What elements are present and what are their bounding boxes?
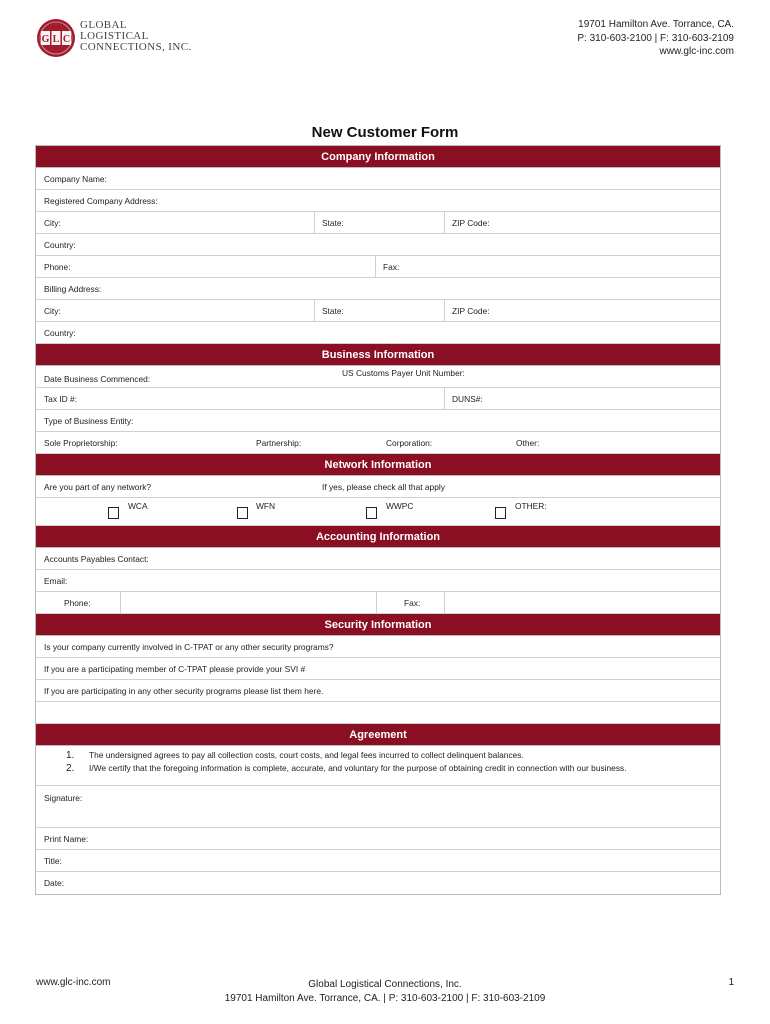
row-billing-address: [36, 278, 720, 300]
corporation-field[interactable]: [378, 432, 508, 453]
print-name-field[interactable]: [36, 828, 720, 849]
sole-proprietorship-field[interactable]: [36, 432, 248, 453]
logo-initial-l: L: [52, 34, 60, 45]
country-field[interactable]: [36, 234, 720, 255]
ap-contact-label: Accounts Payables Contact:: [44, 554, 149, 564]
row-ap-contact: [36, 548, 720, 570]
row-company-name: [36, 168, 720, 190]
partnership-field[interactable]: [248, 432, 378, 453]
security-q2-field[interactable]: [36, 658, 720, 679]
wca-label: WCA: [128, 501, 148, 511]
city-field[interactable]: [36, 212, 314, 233]
signature-label: Signature:: [44, 793, 83, 803]
agreement-item-number: 1.: [66, 750, 75, 761]
company-name-label: Company Name:: [44, 174, 107, 184]
date-field[interactable]: [36, 872, 720, 894]
billing-address-label: Billing Address:: [44, 284, 102, 294]
company-logo: [36, 16, 196, 60]
date-commenced-field[interactable]: [36, 368, 334, 389]
title-field[interactable]: [36, 850, 720, 871]
accounting-fax-label: Fax:: [404, 598, 421, 608]
date-commenced-label: Date Business Commenced:: [44, 374, 151, 384]
network-question-label: Are you part of any network?: [44, 482, 152, 492]
logo-line-3: CONNECTIONS, INC.: [80, 41, 192, 53]
agreement-item: [66, 762, 720, 775]
tax-id-field[interactable]: [36, 388, 444, 409]
other-network-checkbox[interactable]: [495, 507, 506, 519]
agreement-item-number: 2.: [66, 763, 75, 774]
footer-company: Global Logistical Connections, Inc.: [308, 979, 462, 990]
duns-label: DUNS#:: [452, 394, 483, 404]
billing-state-field[interactable]: [314, 300, 444, 321]
row-country: [36, 234, 720, 256]
logo-line-1: GLOBAL: [80, 19, 128, 31]
footer-website[interactable]: www.glc-inc.com: [36, 977, 111, 988]
city-label: City:: [44, 218, 61, 228]
sole-proprietorship-label: Sole Proprietorship:: [44, 438, 118, 448]
wfn-label: WFN: [256, 501, 276, 511]
wwpc-checkbox[interactable]: [366, 507, 377, 519]
billing-city-field[interactable]: [36, 300, 314, 321]
header-website[interactable]: www.glc-inc.com: [659, 46, 734, 57]
row-email: [36, 570, 720, 592]
section-security-information: Security Information: [36, 614, 720, 636]
wfn-checkbox[interactable]: [237, 507, 248, 519]
partnership-label: Partnership:: [256, 438, 302, 448]
agreement-item-text: The undersigned agrees to pay all collection costs, court costs, and legal fees incurred to collect delinquent balances.: [89, 750, 524, 760]
row-city-state-zip: [36, 212, 720, 234]
accounting-phone-label: Phone:: [64, 598, 91, 608]
row-security-q1: [36, 636, 720, 658]
phone-field[interactable]: [36, 256, 375, 277]
security-q1-field[interactable]: [36, 636, 720, 657]
phone-label: Phone:: [44, 262, 71, 272]
billing-country-label: Country:: [44, 328, 76, 338]
security-q3-label: If you are participating in any other security programs please list them here.: [44, 686, 324, 696]
row-billing-country: [36, 322, 720, 344]
fax-field[interactable]: [375, 256, 720, 277]
header-address: 19701 Hamilton Ave. Torrance, CA.: [578, 19, 734, 30]
date-label: Date:: [44, 878, 65, 888]
email-field[interactable]: [36, 570, 720, 591]
section-accounting-information: Accounting Information: [36, 526, 720, 548]
billing-country-field[interactable]: [36, 322, 720, 343]
row-security-q2: [36, 658, 720, 680]
row-entity-type: [36, 410, 720, 432]
billing-zip-field[interactable]: [444, 300, 720, 321]
row-agreement-terms: [36, 746, 720, 786]
company-name-field[interactable]: [36, 168, 720, 189]
accounting-phone-input[interactable]: [120, 592, 376, 613]
print-name-label: Print Name:: [44, 834, 89, 844]
email-label: Email:: [44, 576, 68, 586]
section-company-information: Company Information: [36, 146, 720, 168]
logo-initial-g: G: [41, 34, 50, 45]
customs-payer-label: US Customs Payer Unit Number:: [342, 368, 465, 378]
header-contact: [577, 18, 734, 59]
row-billing-city-state-zip: [36, 300, 720, 322]
row-accounting-phone-fax: [36, 592, 720, 614]
zip-label: ZIP Code:: [452, 218, 490, 228]
page-number: 1: [728, 977, 734, 988]
registered-address-label: Registered Company Address:: [44, 196, 158, 206]
zip-field[interactable]: [444, 212, 720, 233]
section-business-information: Business Information: [36, 344, 720, 366]
network-instruction-label: If yes, please check all that apply: [322, 482, 445, 492]
logo-line-2: LOGISTICAL: [80, 30, 149, 42]
title-label: Title:: [44, 856, 62, 866]
state-label: State:: [322, 218, 344, 228]
wwpc-label: WWPC: [386, 501, 414, 511]
row-entity-options: [36, 432, 720, 454]
row-signature: [36, 786, 720, 828]
billing-address-field[interactable]: [36, 278, 720, 299]
wca-checkbox[interactable]: [108, 507, 119, 519]
registered-address-field[interactable]: [36, 190, 720, 211]
row-network-options: [36, 498, 720, 526]
row-date-commenced: [36, 366, 720, 388]
logo-wordmark: [80, 20, 192, 53]
row-date: [36, 872, 720, 894]
row-security-answer: [36, 702, 720, 724]
section-network-information: Network Information: [36, 454, 720, 476]
agreement-item: [66, 749, 720, 762]
row-phone-fax: [36, 256, 720, 278]
header-phone: P: 310-603-2100 | F: 310-603-2109: [577, 32, 734, 44]
other-entity-field[interactable]: [508, 432, 720, 453]
billing-city-label: City:: [44, 306, 61, 316]
billing-state-label: State:: [322, 306, 344, 316]
security-q2-label: If you are a participating member of C-TPAT please provide your SVI #: [44, 664, 306, 674]
row-print-name: [36, 828, 720, 850]
row-security-q3: [36, 680, 720, 702]
footer-address: 19701 Hamilton Ave. Torrance, CA. | P: 310-603-2100 | F: 310-603-2109: [224, 993, 546, 1004]
security-q3-field[interactable]: [36, 680, 720, 701]
customer-form: [35, 145, 721, 895]
ap-contact-field[interactable]: [36, 548, 720, 569]
country-label: Country:: [44, 240, 76, 250]
logo-initial-c: C: [62, 34, 71, 45]
billing-zip-label: ZIP Code:: [452, 306, 490, 316]
duns-field[interactable]: [444, 388, 720, 409]
tax-id-label: Tax ID #:: [44, 394, 78, 404]
logo-emblem: [36, 16, 76, 60]
section-agreement: Agreement: [36, 724, 720, 746]
customs-payer-field[interactable]: [334, 362, 720, 383]
corporation-label: Corporation:: [386, 438, 433, 448]
row-registered-address: [36, 190, 720, 212]
other-entity-label: Other:: [516, 438, 540, 448]
footer-info: [0, 978, 770, 1006]
row-title: [36, 850, 720, 872]
state-field[interactable]: [314, 212, 444, 233]
agreement-list: [36, 746, 720, 775]
other-network-label: OTHER:: [515, 501, 547, 511]
agreement-item-text: I/We certify that the foregoing information is complete, accurate, and voluntary for the purpose of obtaining credit in connection with our business.: [89, 763, 627, 773]
security-q1-label: Is your company currently involved in C-TPAT or any other security programs?: [44, 642, 334, 652]
accounting-fax-input[interactable]: [444, 592, 720, 613]
row-tax-duns: [36, 388, 720, 410]
signature-field[interactable]: [36, 787, 720, 809]
security-programs-input[interactable]: [36, 702, 720, 723]
form-title: New Customer Form: [311, 124, 459, 141]
fax-label: Fax:: [383, 262, 400, 272]
entity-type-label: Type of Business Entity:: [44, 416, 134, 426]
